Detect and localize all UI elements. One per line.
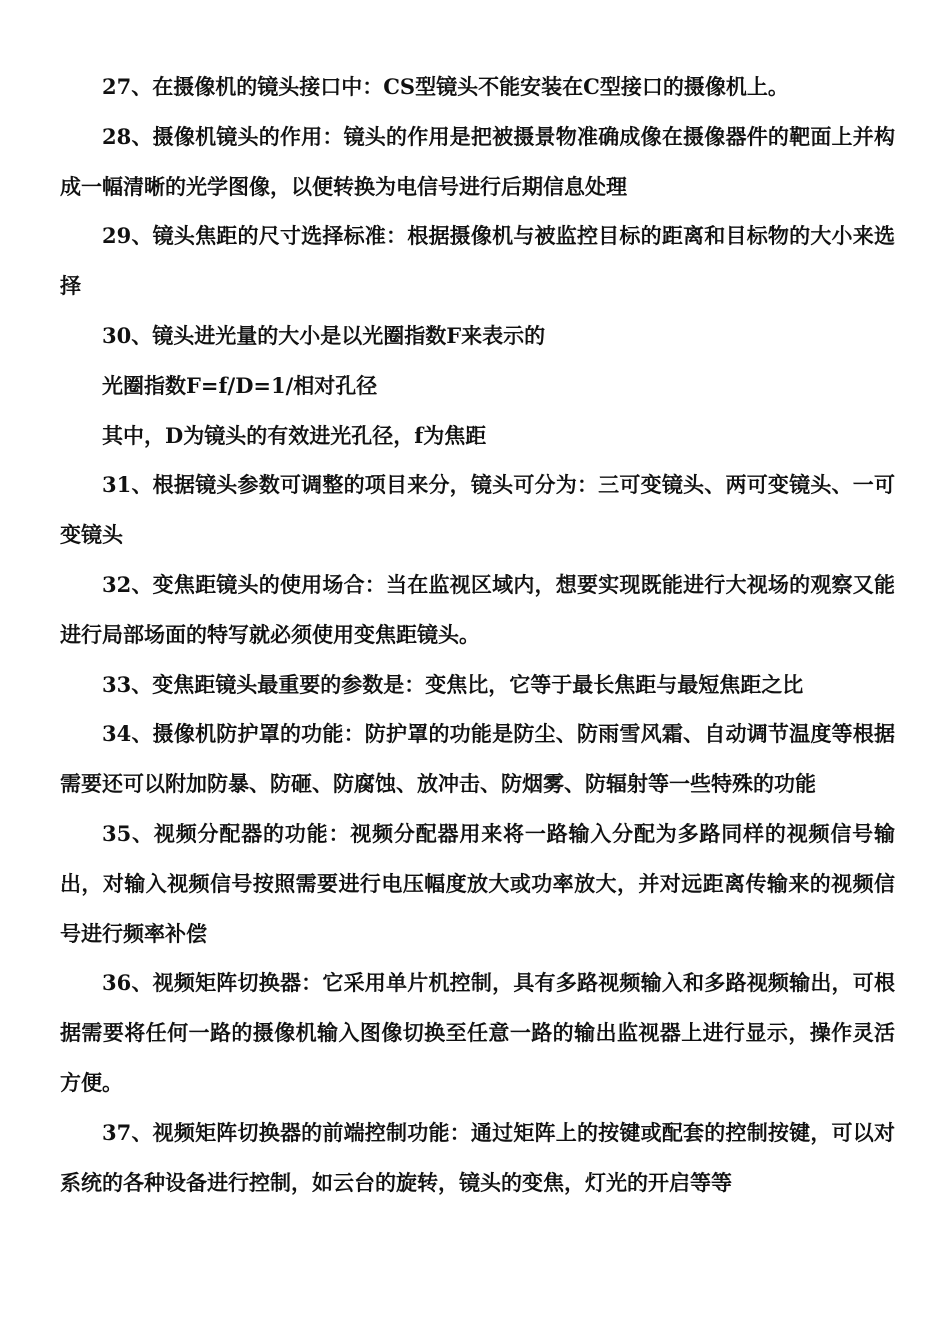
paragraph-27: 27、在摄像机的镜头接口中：CS型镜头不能安装在C型接口的摄像机上。 — [102, 74, 789, 99]
paragraph-33: 33、变焦距镜头最重要的参数是：变焦比，它等于最长焦距与最短焦距之比 — [102, 671, 804, 697]
paragraph-32: 32、变焦距镜头的使用场合：当在监视区域内，想要实现既能进行大视场的观察又能进行局部场面的特写就必须使用变焦距镜头。 — [60, 571, 895, 647]
paragraph-31: 31、根据镜头参数可调整的项目来分，镜头可分为：三可变镜头、两可变镜头、一可变镜头 — [60, 472, 895, 548]
paragraph-30-formula: 光圈指数F=f/D=1/相对孔径 — [102, 372, 378, 398]
paragraph-30: 30、镜头进光量的大小是以光圈指数F来表示的 — [102, 322, 546, 348]
paragraph-29: 29、镜头焦距的尺寸选择标准：根据摄像机与被监控目标的距离和目标物的大小来选择 — [60, 223, 895, 299]
paragraph-36: 36、视频矩阵切换器：它采用单片机控制，具有多路视频输入和多路视频输出，可根据需要将任何一路的摄像机输入图像切换至任意一路的输出监视器上进行显示，操作灵活方便。 — [60, 970, 895, 1095]
paragraph-35: 35、视频分配器的功能：视频分配器用来将一路输入分配为多路同样的视频信号输出，对输入视频信号按照需要进行电压幅度放大或功率放大，并对远距离传输来的视频信号进行频率补偿 — [60, 820, 895, 946]
paragraph-37: 37、视频矩阵切换器的前端控制功能：通过矩阵上的按键或配套的控制按键，可以对系统的各种设备进行控制，如云台的旋转，镜头的变焦，灯光的开启等等 — [60, 1119, 895, 1195]
paragraph-34: 34、摄像机防护罩的功能：防护罩的功能是防尘、防雨雪风霜、自动调节温度等根据需要还可以附加防暴、防砸、防腐蚀、放冲击、防烟雾、防辐射等一些特殊的功能 — [60, 721, 895, 797]
paragraph-30-note: 其中，D为镜头的有效进光孔径，f为焦距 — [102, 422, 487, 448]
document-body — [60, 62, 895, 1207]
paragraph-28: 28、摄像机镜头的作用：镜头的作用是把被摄景物准确成像在摄像器件的靶面上并构成一幅清晰的光学图像，以便转换为电信号进行后期信息处理 — [60, 123, 895, 199]
